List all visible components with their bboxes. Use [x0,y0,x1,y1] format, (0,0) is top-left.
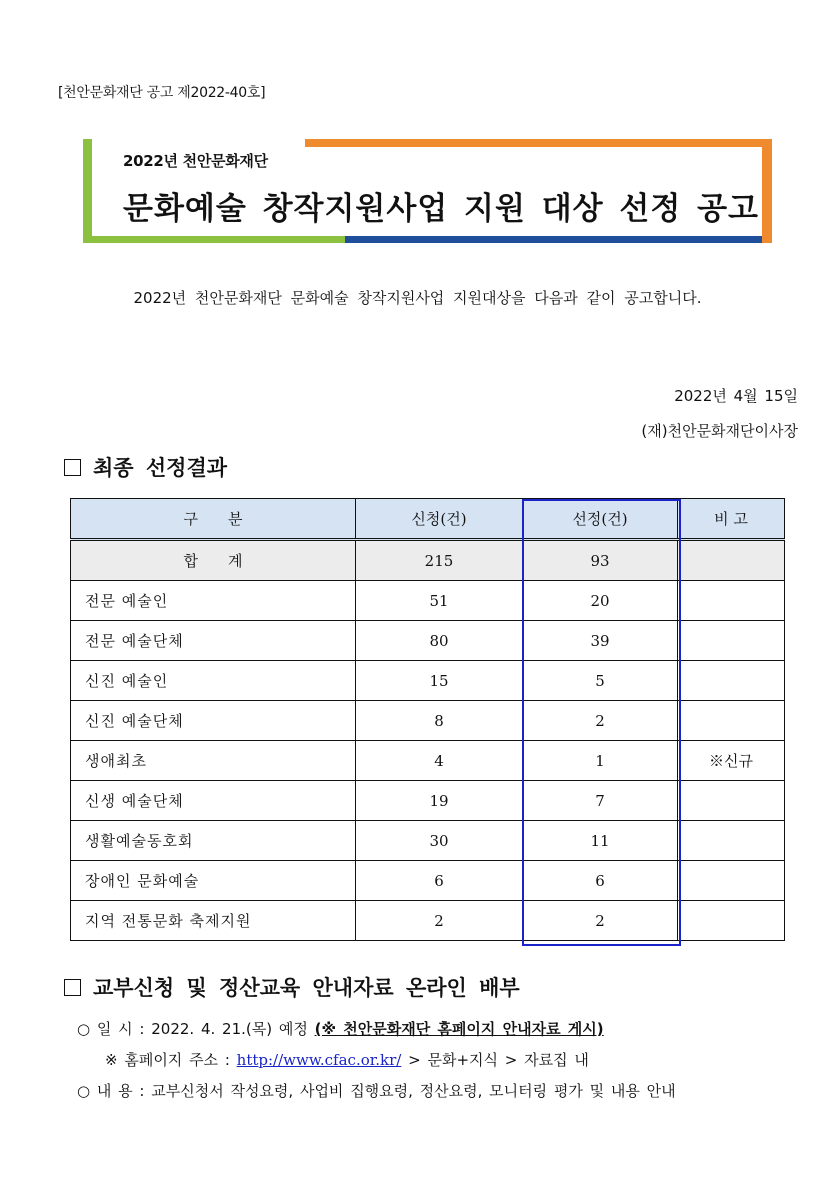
row-name: 지역 전통문화 축제지원 [71,901,356,941]
intro-text: 2022년 천안문화재단 문화예술 창작지원사업 지원대상을 다음과 같이 공고합니다. [133,289,702,307]
row-name: 생활예술동호회 [71,821,356,861]
circle-bullet-icon: ○ [77,1082,91,1100]
homepage-link[interactable]: http://www.cfac.or.kr/ [236,1051,402,1069]
table-row [71,781,785,821]
content-line [77,1076,676,1107]
row-applied: 19 [356,781,523,821]
row-selected: 2 [523,701,678,741]
row-selected: 39 [523,621,678,661]
row-name: 신생 예술단체 [71,781,356,821]
banner-orange-topline [305,139,772,147]
results-table [70,498,785,941]
schedule-date: 2022. 4. 21.(목) 예정 [151,1020,308,1038]
row-name: 신진 예술인 [71,661,356,701]
checkbox-square-icon [64,979,81,996]
banner-orange-bar [762,139,772,243]
header-selected: 선정(건) [523,499,678,540]
header-applied: 신청(건) [356,499,523,540]
issuer: (재)천안문화재단이사장 [641,422,798,440]
banner-green-bar [83,139,92,243]
row-selected: 5 [523,661,678,701]
total-note [678,540,785,581]
row-name: 신진 예술단체 [71,701,356,741]
table-total-row [71,540,785,581]
table-row [71,861,785,901]
table-row [71,821,785,861]
total-label: 합 계 [71,540,356,581]
row-note [678,861,785,901]
title-banner [83,139,772,243]
row-applied: 8 [356,701,523,741]
schedule-line [77,1014,676,1045]
row-applied: 80 [356,621,523,661]
circle-bullet-icon: ○ [77,1020,91,1038]
banner-green-underline [83,236,345,243]
row-selected: 6 [523,861,678,901]
section-heading-results [64,452,227,482]
notice-date: 2022년 4월 15일 [674,387,798,405]
row-name: 장애인 문화예술 [71,861,356,901]
row-note [678,661,785,701]
row-note [678,901,785,941]
banner-blue-underline [345,236,762,243]
row-note: ※신규 [678,741,785,781]
checkbox-square-icon [64,459,81,476]
row-name: 생애최초 [71,741,356,781]
banner-subtitle: 2022년 천안문화재단 [123,152,268,170]
header-note: 비 고 [678,499,785,540]
notice-number: [천안문화재단 공고 제2022-40호] [58,85,266,101]
homepage-path: > 문화+지식 > 자료집 내 [408,1051,589,1069]
header-category: 구 분 [71,499,356,540]
table-row [71,701,785,741]
homepage-label: ※ 홈페이지 주소 : [105,1051,230,1069]
row-note [678,701,785,741]
row-selected: 2 [523,901,678,941]
row-applied: 15 [356,661,523,701]
row-selected: 11 [523,821,678,861]
total-selected: 93 [523,540,678,581]
content-text: 교부신청서 작성요령, 사업비 집행요령, 정산요령, 모니터링 평가 및 내용 안내 [151,1082,676,1100]
row-note [678,781,785,821]
table-row [71,621,785,661]
row-applied: 51 [356,581,523,621]
row-applied: 2 [356,901,523,941]
table-row [71,901,785,941]
row-applied: 6 [356,861,523,901]
section-heading-distribution [64,972,520,1002]
row-applied: 30 [356,821,523,861]
schedule-note: (※ 천안문화재단 홈페이지 안내자료 게시) [314,1020,604,1038]
row-selected: 1 [523,741,678,781]
table-row [71,661,785,701]
row-selected: 7 [523,781,678,821]
table-row [71,741,785,781]
total-applied: 215 [356,540,523,581]
table-row [71,581,785,621]
distribution-details [77,1014,676,1107]
row-note [678,821,785,861]
row-name: 전문 예술인 [71,581,356,621]
homepage-line [77,1045,676,1076]
row-applied: 4 [356,741,523,781]
row-name: 전문 예술단체 [71,621,356,661]
row-selected: 20 [523,581,678,621]
content-label: 내 용 : [96,1082,145,1100]
row-note [678,581,785,621]
section-heading-text: 최종 선정결과 [93,456,228,480]
row-note [678,621,785,661]
section-heading-text: 교부신청 및 정산교육 안내자료 온라인 배부 [93,976,520,1000]
schedule-label: 일 시 : [96,1020,145,1038]
banner-title: 문화예술 창작지원사업 지원 대상 선정 공고 [123,191,759,227]
table-header-row [71,499,785,540]
